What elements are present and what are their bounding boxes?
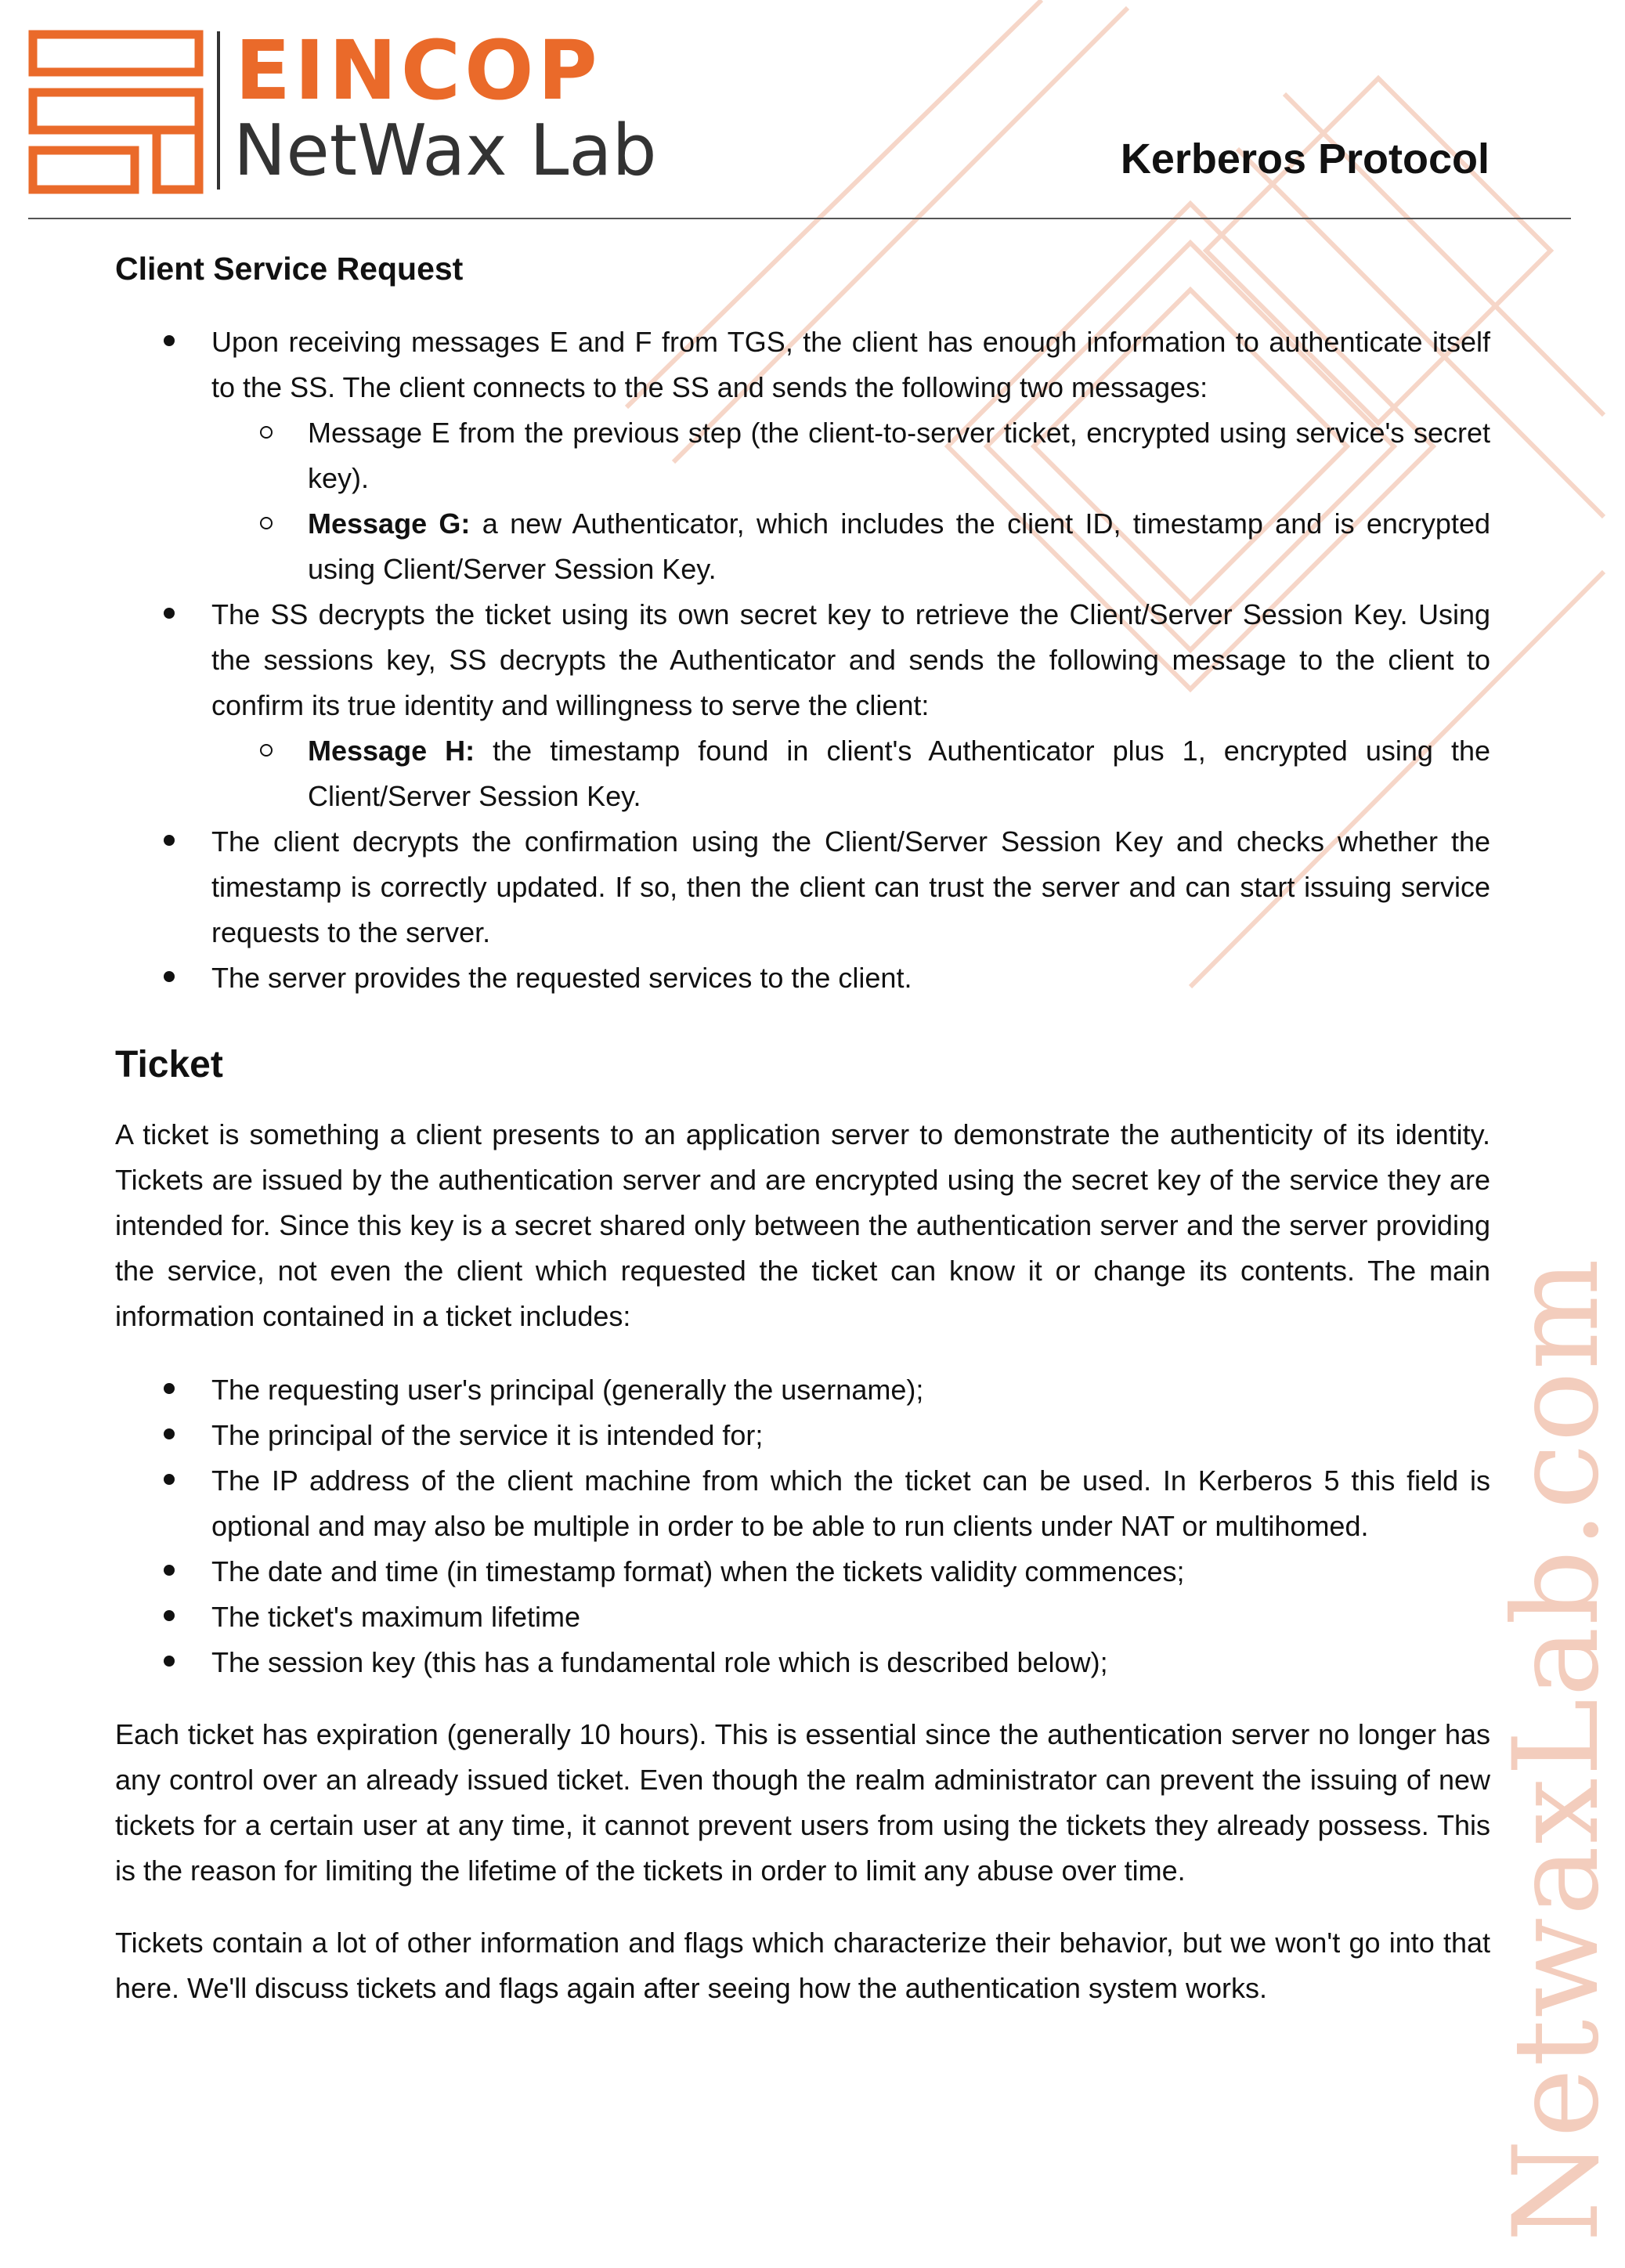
list-item: Upon receiving messages E and F from TGS, the client has enough information to authenticate itself to the SS. The client connects to the SS and sends the following two messages: Message E from the previous step (the client-to-server ticket, encrypted using service's secret key). Message G: a new Authenticator, which includes the client ID, timestamp and is encrypted using Client/Server Session Key.	[115, 320, 1490, 592]
hollow-bullet-icon	[260, 517, 273, 529]
list-item: The requesting user's principal (generally the username);	[115, 1367, 1490, 1413]
document-body	[115, 241, 1490, 2011]
list-item: The server provides the requested services to the client.	[115, 955, 1490, 1001]
sub-list	[115, 410, 1490, 592]
page-title: Kerberos Protocol	[1120, 135, 1490, 182]
brand-name-bottom: NetWax Lab	[233, 110, 657, 192]
ticket-flags-paragraph: Tickets contain a lot of other information and flags which characterize their behavior, but we won't go into that here. We'll discuss tickets and flags again after seeing how the authentication system works.	[115, 1927, 1490, 2004]
sub-list-item: Message H: the timestamp found in client's Authenticator plus 1, encrypted using the Client/Server Session Key.	[211, 728, 1490, 819]
sub-list-item: Message E from the previous step (the client-to-server ticket, encrypted using service's secret key).	[211, 410, 1490, 501]
hollow-bullet-icon	[260, 744, 273, 757]
section-heading-ticket: Ticket	[115, 1044, 223, 1085]
ticket-contents-list	[115, 1367, 1490, 1685]
bullet-icon	[164, 1656, 175, 1667]
bullet-icon	[164, 835, 175, 846]
sub-list-item: Message G: a new Authenticator, which includes the client ID, timestamp and is encrypted using Client/Server Session Key.	[211, 501, 1490, 592]
sub-list	[115, 728, 1490, 819]
message-label: Message G:	[308, 507, 471, 540]
brand-name-top: EINCOP	[235, 23, 601, 118]
ticket-intro-paragraph: A ticket is something a client presents to an application server to demonstrate the authenticity of its identity. Tickets are issued by the authentication server and are encrypted using the secret key of the service they are intended for. Since this key is a secret shared only between the authentication server and the server providing the service, not even the client which requested the ticket can know it or change its contents. The main information contained in a ticket includes:	[115, 1118, 1490, 1332]
list-item: The session key (this has a fundamental role which is described below);	[115, 1640, 1490, 1685]
list-item: The ticket's maximum lifetime	[115, 1594, 1490, 1640]
list-item: The IP address of the client machine from which the ticket can be used. In Kerberos 5 this field is optional and may also be multiple in order to be able to run clients under NAT or multihomed.	[115, 1458, 1490, 1549]
list-item: The date and time (in timestamp format) when the tickets validity commences;	[115, 1549, 1490, 1594]
ticket-expiration-paragraph: Each ticket has expiration (generally 10 hours). This is essential since the authentication server no longer has any control over an already issued ticket. Even though the realm administrator can prevent the issuing of new tickets for a certain user at any time, it cannot prevent users from using the tickets they already possess. This is the reason for limiting the lifetime of the tickets in order to limit any abuse over time.	[115, 1718, 1490, 1887]
client-service-request-list	[115, 320, 1490, 1001]
hollow-bullet-icon	[260, 426, 273, 439]
section-heading-client-service-request: Client Service Request	[115, 251, 464, 287]
bullet-icon	[164, 971, 175, 982]
bullet-icon	[164, 1474, 175, 1485]
list-item: The client decrypts the confirmation using the Client/Server Session Key and checks whether the timestamp is correctly updated. If so, then the client can trust the server and can start issuing service requests to the server.	[115, 819, 1490, 955]
bullet-icon	[164, 335, 175, 346]
bullet-icon	[164, 1383, 175, 1394]
list-item: The principal of the service it is intended for;	[115, 1413, 1490, 1458]
message-label: Message H:	[308, 735, 475, 767]
list-item: The SS decrypts the ticket using its own secret key to retrieve the Client/Server Session Key. Using the sessions key, SS decrypts the Authenticator and sends the following message to the client to confirm its true identity and willingness to serve the client: Message H: the timestamp found in client's Authenticator plus 1, encrypted using the Client/Server Session Key.	[115, 592, 1490, 819]
bullet-icon	[164, 1565, 175, 1576]
header-divider	[28, 218, 1571, 219]
bullet-icon	[164, 1428, 175, 1439]
eincop-logo-icon	[28, 30, 204, 194]
watermark-text: NetwaxLab.com	[1489, 1256, 1625, 2243]
logo-divider	[217, 31, 220, 190]
bullet-icon	[164, 608, 175, 619]
bullet-icon	[164, 1610, 175, 1621]
